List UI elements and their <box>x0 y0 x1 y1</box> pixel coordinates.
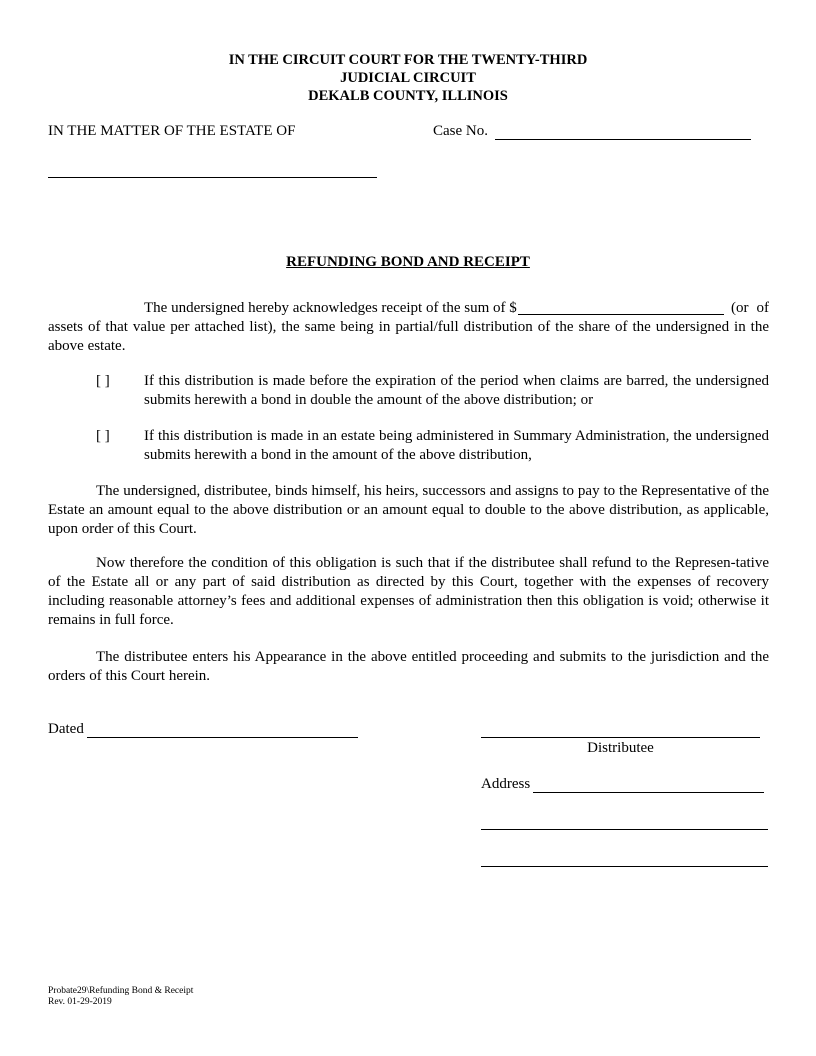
court-heading-line-1: IN THE CIRCUIT COURT FOR THE TWENTY-THIRD <box>228 52 588 68</box>
dated-label: Dated <box>48 721 84 737</box>
appearance-paragraph: The distributee enters his Appearance in the above entitled proceeding and submits to the jurisdiction and the orders of this Court herein. <box>48 649 769 684</box>
form-path-footer: Probate29\Refunding Bond & Receipt <box>48 986 194 996</box>
case-number-field[interactable] <box>495 139 751 140</box>
receipt-text-continued: (or of assets of that value per attached list), the same being in partial/full distribution of the share of the undersigned in the above estate. <box>48 300 769 354</box>
distributee-signature-field[interactable] <box>481 737 760 738</box>
option-text: If this distribution is made in an estate being administered in Summary Administration, the undersigned submits herewith a bond in the amount of the above distribution, <box>144 428 769 463</box>
address-field-line-1[interactable] <box>533 792 764 793</box>
distributee-label: Distributee <box>587 740 654 756</box>
option-double-bond <box>96 372 769 412</box>
estate-name-field[interactable] <box>48 177 377 178</box>
court-heading-line-3: DEKALB COUNTY, ILLINOIS <box>308 88 508 104</box>
option-text: If this distribution is made before the expiration of the period when claims are barred, the undersigned submits herewith a bond in double the amount of the above distribution; or <box>144 373 769 408</box>
form-title: REFUNDING BOND AND RECEIPT <box>286 254 530 270</box>
condition-paragraph: Now therefore the condition of this obligation is such that if the distributee shall refund to the Represen-tative of the Estate all or any part of said distribution as directed by this Court, together with the expenses of recovery including reasonable attorney’s fees and additional expenses of administration then this obligation is void; otherwise it remains in full force. <box>48 555 769 628</box>
revision-footer: Rev. 01-29-2019 <box>48 997 112 1007</box>
court-heading-line-2: JUDICIAL CIRCUIT <box>340 70 476 86</box>
case-number-label: Case No. <box>433 123 488 139</box>
option-checkbox[interactable]: [ ] <box>96 373 110 389</box>
binds-paragraph: The undersigned, distributee, binds himself, his heirs, successors and assigns to pay to the Representative of the Estate an amount equal to the above distribution or an amount equal to double to the above distribution, as applicable, upon order of this Court. <box>48 483 769 537</box>
address-label: Address <box>481 776 531 792</box>
receipt-text-start: The undersigned hereby acknowledges receipt of the sum of $ <box>144 300 517 316</box>
estate-matter-label: IN THE MATTER OF THE ESTATE OF <box>48 123 296 139</box>
option-checkbox[interactable]: [ ] <box>96 428 110 444</box>
address-field-line-2[interactable] <box>481 829 768 830</box>
option-summary-bond <box>96 427 769 467</box>
dated-field[interactable] <box>87 737 358 738</box>
address-field-line-3[interactable] <box>481 866 768 867</box>
